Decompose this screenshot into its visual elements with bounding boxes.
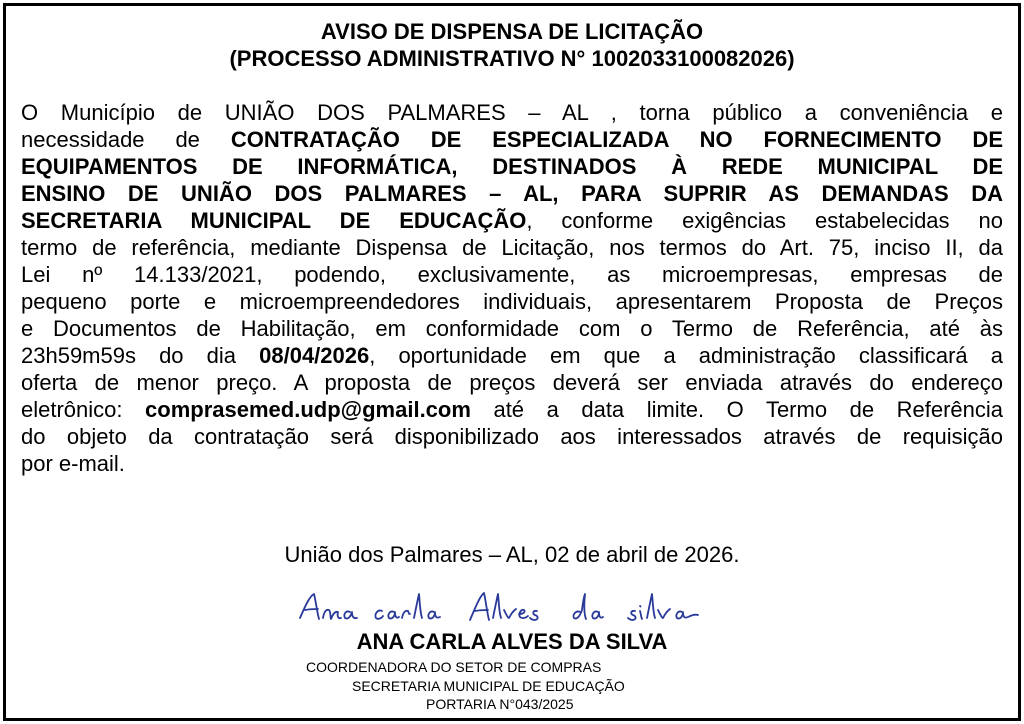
signer-name: ANA CARLA ALVES DA SILVA <box>356 629 668 654</box>
body-line-1: O Município de UNIÃO DOS PALMARES – AL , torna público a conveniência e <box>21 100 1003 125</box>
body-line-10: 23h59m59s do dia 08/04/2026, oportunidade em que a administração classificará a <box>21 343 1004 368</box>
body-line-13: do objeto da contratação será disponibilizado aos interessados através de requisição <box>21 424 1003 449</box>
deadline-date: 08/04/2026 <box>259 343 370 368</box>
body-line-2: necessidade de CONTRATAÇÃO DE ESPECIALIZADA NO FORNECIMENTO DE <box>21 127 1003 152</box>
signer-ordinance: PORTARIA N°043/2025 <box>426 696 574 712</box>
contact-email: comprasemed.udp@gmail.com <box>145 397 471 422</box>
process-number: (PROCESSO ADMINISTRATIVO N° 1002033100082026) <box>229 46 795 71</box>
body-line-3: EQUIPAMENTOS DE INFORMÁTICA, DESTINADOS À REDE MUNICIPAL DE <box>21 154 1003 179</box>
signer-role: COORDENADORA DO SETOR DE COMPRAS <box>306 659 602 675</box>
body-line-5: SECRETARIA MUNICIPAL DE EDUCAÇÃO, conforme exigências estabelecidas no <box>21 208 1003 233</box>
signer-department: SECRETARIA MUNICIPAL DE EDUCAÇÃO <box>352 678 625 694</box>
body-line-4: ENSINO DE UNIÃO DOS PALMARES – AL, PARA SUPRIR AS DEMANDAS DA <box>21 181 1003 206</box>
body-line-6: termo de referência, mediante Dispensa de Licitação, nos termos do Art. 75, inciso II, da <box>21 235 1003 260</box>
body-line-12: eletrônico: comprasemed.udp@gmail.com até a data limite. O Termo de Referência <box>21 397 1003 422</box>
notice-title: AVISO DE DISPENSA DE LICITAÇÃO <box>320 19 704 44</box>
body-line-7: Lei nº 14.133/2021, podendo, exclusivamente, as microempresas, empresas de <box>21 262 1003 287</box>
body-line-11: oferta de menor preço. A proposta de preços deverá ser enviada através do endereço <box>21 370 1003 395</box>
body-line-8: pequeno porte e microempreendedores individuais, apresentarem Proposta de Preços <box>21 289 1003 314</box>
body-line-14: por e-mail. <box>21 451 125 476</box>
city-date: União dos Palmares – AL, 02 de abril de 2026. <box>284 542 740 567</box>
body-line-9: e Documentos de Habilitação, em conformidade com o Termo de Referência, até às <box>21 316 1003 341</box>
handwritten-signature <box>290 584 740 634</box>
contract-object: CONTRATAÇÃO DE ESPECIALIZADA NO FORNECIMENTO DE <box>230 127 1003 152</box>
